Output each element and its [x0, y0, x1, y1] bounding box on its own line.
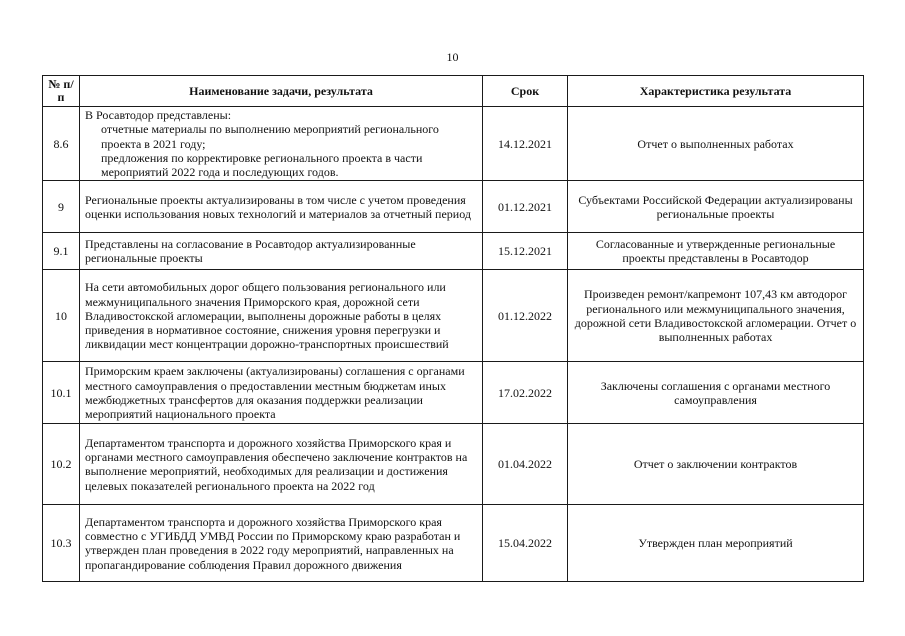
row-date: 01.04.2022 [483, 424, 568, 505]
row-date: 15.12.2021 [483, 233, 568, 270]
row-result: Утвержден план мероприятий [568, 505, 864, 582]
table-row [43, 107, 864, 181]
row-task: На сети автомобильных дорог общего пользования регионального или межмуниципального значения Приморского края, дорожной сети Владивостокской агломерации, выполнены дорожные работы в целях приведения в нормативное состояние, снижения уровня перегрузки и ликвидации мест концентрации дорожно-транспортных происшествий [80, 270, 483, 362]
row-num: 9 [43, 181, 80, 233]
row-task: Департаментом транспорта и дорожного хозяйства Приморского края и органами местного самоуправления обеспечено заключение контрактов на выполнение мероприятий, необходимых для реализации и достижения целевых показателей регионального проекта на 2022 год [80, 424, 483, 505]
row-result: Согласованные и утвержденные региональные проекты представлены в Росавтодор [568, 233, 864, 270]
row-num: 10 [43, 270, 80, 362]
header-num: № п/п [43, 76, 80, 107]
row-task: Приморским краем заключены (актуализированы) соглашения с органами местного самоуправления о предоставлении местным бюджетам иных межбюджетных трансфертов для оказания поддержки реализации мероприятий национального проекта [80, 362, 483, 424]
row-num: 10.3 [43, 505, 80, 582]
header-task: Наименование задачи, результата [80, 76, 483, 107]
table-row [43, 505, 864, 582]
table-row [43, 233, 864, 270]
task-line: предложения по корректировке регионального проекта в части мероприятий 2022 года и последующих годов. [101, 150, 423, 180]
row-date: 17.02.2022 [483, 362, 568, 424]
row-result: Заключены соглашения с органами местного самоуправления [568, 362, 864, 424]
row-result: Отчет о выполненных работах [568, 107, 864, 181]
task-line: В Росавтодор представлены: [85, 108, 232, 122]
row-task: Представлены на согласование в Росавтодор актуализированные региональные проекты [80, 233, 483, 270]
task-line: отчетные материалы по выполнению мероприятий регионального проекта в 2021 году; [101, 122, 439, 151]
row-task: Департаментом транспорта и дорожного хозяйства Приморского края совместно с УГИБДД УМВД России по Приморскому краю разработан и утвержден план проведения в 2022 году мероприятий, направленных на пропагандирование соблюдения Правил дорожного движения [80, 505, 483, 582]
table-row [43, 424, 864, 505]
row-date: 14.12.2021 [483, 107, 568, 181]
plan-table [42, 75, 864, 582]
row-date: 01.12.2022 [483, 270, 568, 362]
row-date: 15.04.2022 [483, 505, 568, 582]
table-row [43, 181, 864, 233]
table-row [43, 362, 864, 424]
row-num: 8.6 [43, 107, 80, 181]
row-date: 01.12.2021 [483, 181, 568, 233]
row-task: Региональные проекты актуализированы в том числе с учетом проведения оценки использования новых технологий и материалов за отчетный период [80, 181, 483, 233]
table-row [43, 270, 864, 362]
header-term: Срок [483, 76, 568, 107]
table-header-row [43, 76, 864, 107]
row-result: Субъектами Российской Федерации актуализированы региональные проекты [568, 181, 864, 233]
row-num: 9.1 [43, 233, 80, 270]
page-number: 10 [446, 50, 459, 64]
row-result: Произведен ремонт/капремонт 107,43 км автодорог регионального или межмуниципального значения, дорожной сети Владивостокской агломерации. Отчет о выполненных работах [568, 270, 864, 362]
row-task [80, 107, 483, 181]
header-result: Характеристика результата [568, 76, 864, 107]
row-num: 10.2 [43, 424, 80, 505]
row-result: Отчет о заключении контрактов [568, 424, 864, 505]
row-num: 10.1 [43, 362, 80, 424]
